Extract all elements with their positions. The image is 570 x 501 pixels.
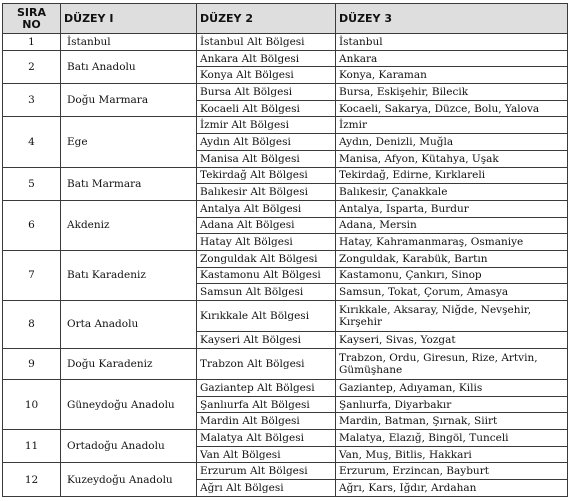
cell-sira-no: 3 — [3, 84, 61, 117]
cell-duzey-3: Balıkesir, Çanakkale — [336, 184, 568, 201]
cell-sira-no: 8 — [3, 301, 61, 349]
cell-duzey-1: Güneydoğu Anadolu — [61, 380, 197, 430]
cell-sira-no: 5 — [3, 167, 61, 200]
cell-duzey-2: Samsun Alt Bölgesi — [197, 284, 336, 301]
header-sira-no: SIRA NO — [3, 4, 61, 34]
table-row — [3, 348, 568, 379]
cell-duzey-2: Şanlıurfa Alt Bölgesi — [197, 396, 336, 413]
cell-duzey-2: Adana Alt Bölgesi — [197, 217, 336, 234]
table-row — [3, 50, 568, 67]
cell-duzey-3: Mardin, Batman, Şırnak, Siirt — [336, 413, 568, 430]
table-row — [3, 430, 568, 447]
cell-duzey-2: Tekirdağ Alt Bölgesi — [197, 167, 336, 184]
cell-duzey-2: Malatya Alt Bölgesi — [197, 430, 336, 447]
cell-duzey-2: Van Alt Bölgesi — [197, 446, 336, 463]
cell-duzey-3: Aydın, Denizli, Muğla — [336, 134, 568, 151]
cell-duzey-2: Zonguldak Alt Bölgesi — [197, 250, 336, 267]
cell-duzey-2: Trabzon Alt Bölgesi — [197, 348, 336, 379]
cell-duzey-2: Erzurum Alt Bölgesi — [197, 463, 336, 480]
cell-duzey-1: Ege — [61, 117, 197, 167]
cell-duzey-3: Manisa, Afyon, Kütahya, Uşak — [336, 150, 568, 167]
nuts-region-table — [2, 3, 568, 497]
cell-duzey-2: İstanbul Alt Bölgesi — [197, 34, 336, 51]
cell-duzey-2: Gaziantep Alt Bölgesi — [197, 380, 336, 397]
cell-duzey-3: Kayseri, Sivas, Yozgat — [336, 332, 568, 349]
cell-duzey-3: Malatya, Elazığ, Bingöl, Tunceli — [336, 430, 568, 447]
cell-sira-no: 1 — [3, 34, 61, 51]
cell-duzey-2: Balıkesir Alt Bölgesi — [197, 184, 336, 201]
cell-duzey-3: Hatay, Kahramanmaraş, Osmaniye — [336, 234, 568, 251]
cell-duzey-1: Akdeniz — [61, 200, 197, 250]
cell-sira-no: 11 — [3, 430, 61, 463]
cell-sira-no: 10 — [3, 380, 61, 430]
cell-duzey-3: Samsun, Tokat, Çorum, Amasya — [336, 284, 568, 301]
cell-duzey-3: Tekirdağ, Edirne, Kırklareli — [336, 167, 568, 184]
table-row — [3, 301, 568, 332]
cell-sira-no: 12 — [3, 463, 61, 497]
cell-duzey-3: Ağrı, Kars, Iğdır, Ardahan — [336, 480, 568, 497]
cell-sira-no: 2 — [3, 50, 61, 83]
cell-duzey-2: Hatay Alt Bölgesi — [197, 234, 336, 251]
cell-duzey-2: Konya Alt Bölgesi — [197, 67, 336, 84]
cell-duzey-2: Bursa Alt Bölgesi — [197, 84, 336, 101]
cell-duzey-3: Bursa, Eskişehir, Bilecik — [336, 84, 568, 101]
table-row — [3, 200, 568, 217]
cell-duzey-3: Adana, Mersin — [336, 217, 568, 234]
region-table-container — [2, 3, 567, 497]
cell-duzey-3: Erzurum, Erzincan, Bayburt — [336, 463, 568, 480]
table-row — [3, 463, 568, 480]
header-duzey-3: DÜZEY 3 — [336, 4, 568, 34]
cell-duzey-3: Zonguldak, Karabük, Bartın — [336, 250, 568, 267]
table-row — [3, 84, 568, 101]
table-body — [3, 34, 568, 497]
cell-duzey-1: Doğu Marmara — [61, 84, 197, 117]
cell-duzey-2: Mardin Alt Bölgesi — [197, 413, 336, 430]
table-row — [3, 167, 568, 184]
cell-duzey-2: Antalya Alt Bölgesi — [197, 200, 336, 217]
cell-duzey-3: İzmir — [336, 117, 568, 134]
cell-sira-no: 6 — [3, 200, 61, 250]
cell-duzey-3: Şanlıurfa, Diyarbakır — [336, 396, 568, 413]
cell-duzey-3: İstanbul — [336, 34, 568, 51]
cell-duzey-2: İzmir Alt Bölgesi — [197, 117, 336, 134]
cell-sira-no: 9 — [3, 348, 61, 379]
cell-duzey-3: Konya, Karaman — [336, 67, 568, 84]
cell-duzey-1: Doğu Karadeniz — [61, 348, 197, 379]
cell-duzey-3: Van, Muş, Bitlis, Hakkari — [336, 446, 568, 463]
cell-duzey-3: Ankara — [336, 50, 568, 67]
cell-duzey-1: Batı Karadeniz — [61, 250, 197, 300]
cell-duzey-3: Kastamonu, Çankırı, Sinop — [336, 267, 568, 284]
cell-duzey-1: Orta Anadolu — [61, 301, 197, 349]
cell-duzey-3: Kocaeli, Sakarya, Düzce, Bolu, Yalova — [336, 100, 568, 117]
header-duzey-1: DÜZEY I — [61, 4, 197, 34]
cell-duzey-1: Ortadoğu Anadolu — [61, 430, 197, 463]
cell-duzey-1: İstanbul — [61, 34, 197, 51]
cell-duzey-2: Kocaeli Alt Bölgesi — [197, 100, 336, 117]
table-row — [3, 34, 568, 51]
cell-duzey-2: Kayseri Alt Bölgesi — [197, 332, 336, 349]
cell-duzey-2: Ankara Alt Bölgesi — [197, 50, 336, 67]
cell-duzey-2: Aydın Alt Bölgesi — [197, 134, 336, 151]
table-row — [3, 117, 568, 134]
cell-duzey-2: Ağrı Alt Bölgesi — [197, 480, 336, 497]
cell-duzey-1: Batı Anadolu — [61, 50, 197, 83]
cell-duzey-3: Gaziantep, Adıyaman, Kilis — [336, 380, 568, 397]
table-row — [3, 380, 568, 397]
cell-duzey-3: Antalya, Isparta, Burdur — [336, 200, 568, 217]
cell-sira-no: 4 — [3, 117, 61, 167]
table-row — [3, 250, 568, 267]
cell-duzey-1: Kuzeydoğu Anadolu — [61, 463, 197, 497]
cell-duzey-2: Kırıkkale Alt Bölgesi — [197, 301, 336, 332]
header-duzey-2: DÜZEY 2 — [197, 4, 336, 34]
cell-duzey-3: Kırıkkale, Aksaray, Niğde, Nevşehir, Kırşehir — [336, 301, 568, 332]
cell-duzey-3: Trabzon, Ordu, Giresun, Rize, Artvin, Gümüşhane — [336, 348, 568, 379]
cell-duzey-2: Manisa Alt Bölgesi — [197, 150, 336, 167]
cell-duzey-2: Kastamonu Alt Bölgesi — [197, 267, 336, 284]
cell-duzey-1: Batı Marmara — [61, 167, 197, 200]
cell-sira-no: 7 — [3, 250, 61, 300]
header-row — [3, 4, 568, 34]
